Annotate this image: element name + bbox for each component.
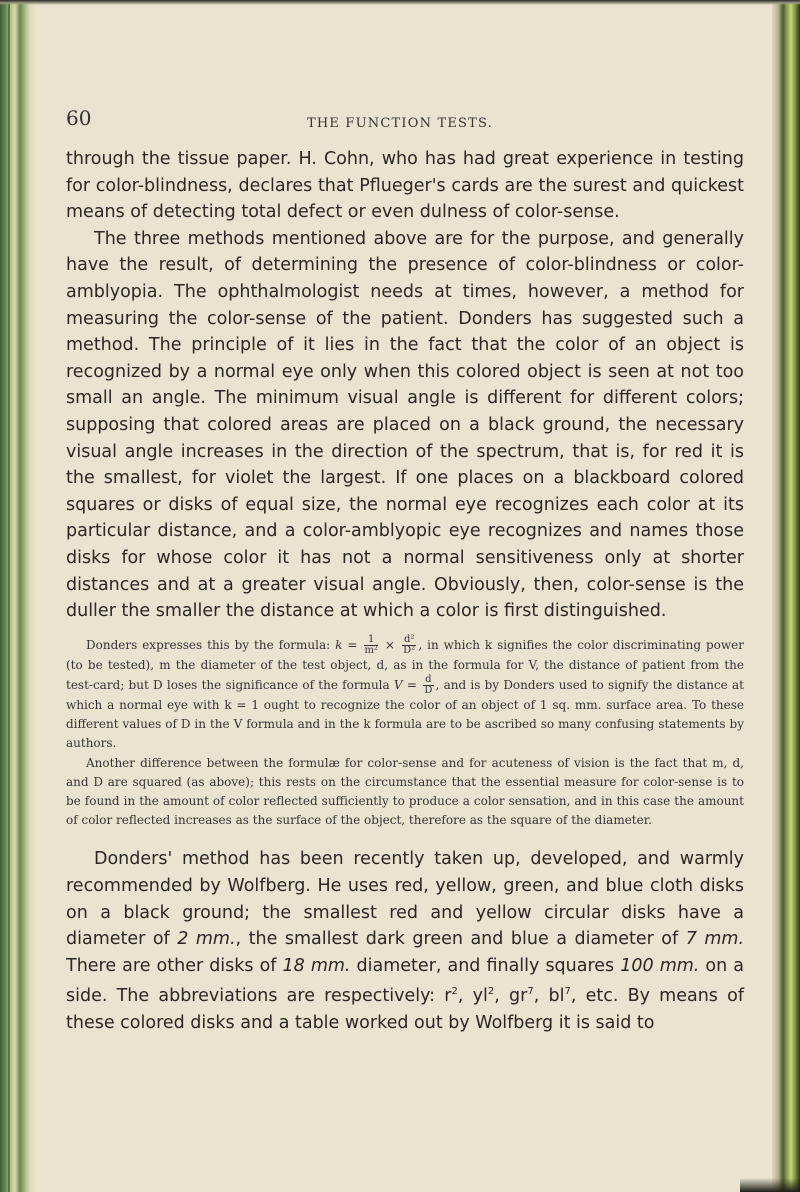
footnote-intro: Donders expresses this by the formula: (86, 637, 331, 652)
abbr-red: r (444, 986, 452, 1007)
measure-100mm: 100 mm. (620, 955, 700, 976)
separator: , (457, 986, 473, 1007)
fraction-1-numerator: 1 (364, 635, 378, 646)
abbr-green-sup: 7 (527, 986, 534, 998)
times-sign: × (384, 637, 395, 652)
paragraph-3 (66, 846, 744, 1036)
fraction-1-over-m2 (364, 635, 378, 656)
footnote-formula: Donders expresses this by the formula: k = $\frac{1}{\text{m²}}$ × $\frac{\text{d²}}{\text{D²}}$ , in which k signifies the color discriminating power (to be tested), m the diameter of the test object, d, as in the formula for V, the distance of patient from the test-card; but D loses the significance of the formula V = $\frac{d}{D}$ , and is by Donders used to signify the distance at which a normal eye with k = 1 ought to recognize the color of an object of 1 sq. mm. surface area. To these different values of D in the V formula and in the k formula are to be ascribed so many confusing statements by authors. (66, 633, 745, 751)
separator: , (533, 986, 549, 1007)
binding-stripe (8, 0, 10, 1192)
paragraph-3-text-4: diameter, and finally squares (350, 955, 621, 976)
footnote-explanation: , in which k signifies the color discriminating power (to be tested), m the diameter of the test object, d, as in the formula for V, the distance of patient from the test-card; but D loses the significance of the formula (66, 637, 745, 692)
fraction-d-over-D (423, 675, 433, 696)
fraction-2-denominator: D² (403, 644, 416, 656)
paragraph-3-text-5: on a side. The abbreviations are respectively: (66, 955, 744, 1007)
book-binding-edge (0, 0, 42, 1192)
page-body (66, 146, 744, 1036)
var-k: k (335, 637, 343, 652)
corner-shadow (740, 1178, 800, 1192)
fraction-2-numerator: d² (403, 633, 415, 645)
book-cover-edge (772, 0, 800, 1192)
separator: , (494, 986, 509, 1007)
var-V: V (393, 677, 403, 692)
abbr-green: gr (509, 986, 528, 1007)
abbr-yellow-sup: 2 (487, 986, 495, 998)
fraction-3-numerator: d (425, 673, 432, 685)
measure-7mm: 7 mm. (685, 929, 745, 950)
footnote-continuation: , and is by Donders used to signify the distance at which a normal eye with k = 1 ought to recognize the color of an object of 1 sq. mm. surface area. To these different values of D in the V formula and in the k formula are to be ascribed so many confusing statements by authors. (66, 677, 744, 751)
measure-2mm: 2 mm. (177, 929, 236, 950)
abbr-blue: bl (548, 986, 565, 1007)
paragraph-3-text-3: There are other disks of (66, 955, 283, 976)
measure-18mm: 18 mm. (282, 955, 351, 976)
fraction-3-denominator: D (424, 684, 433, 696)
footnote-second-paragraph: Another difference between the formulæ for color-sense and for acuteness of vision is the fact that m, d, and D are squared (as above); this rests on the circumstance that the essential measure for color-sense is to be found in the amount of color reflected sufficiently to produce a color sensation, and in this case the amount of color reflected increases as the surface of the object, therefore as the square of the diameter. (66, 755, 744, 828)
paragraph-1: through the tissue paper. H. Cohn, who has had great experience in testing for color-blindness, declares that Pflueger's cards are the surest and quickest means of detecting total defect or even dulness of color-sense. (66, 149, 744, 223)
fraction-d2-over-D2 (402, 635, 416, 656)
abbr-red-sup: 2 (451, 986, 458, 998)
page-top-edge (0, 0, 800, 5)
paragraph-3-text-2: , the smallest dark green and blue a diameter of (235, 929, 686, 950)
abbr-blue-sup: 7 (564, 986, 571, 998)
page-number: 60 (66, 106, 92, 130)
equals-sign: = (347, 637, 358, 652)
running-head: THE FUNCTION TESTS. (306, 116, 493, 131)
paragraph-3-text-1: Donders' method has been recently taken up, developed, and warmly recommended by Wolfberg. He uses red, yellow, green, and blue cloth disks on a black ground; the smallest red and yellow circular disks have a diameter of (66, 849, 744, 950)
paragraph-2: The three methods mentioned above are for the purpose, and generally have the result, of determining the presence of color-blindness or color-amblyopia. The ophthalmologist needs at times, however, a method for measuring the color-sense of the patient. Donders has suggested such a method. The principle of it lies in the fact that the color of an object is recognized by a normal eye only when this colored object is seen at not too small an angle. The minimum visual angle is different for different colors; supposing that colored areas are placed on a black ground, the necessary visual angle increases in the direction of the spectrum, that is, for red it is the smallest, for violet the largest. If one places on a blackboard colored squares or disks of equal size, the normal eye recognizes each color at its particular distance, and a color-amblyopic eye recognizes and names those disks for whose color it has not a normal sensitiveness only at shorter distances and at a greater visual angle. Obviously, then, color-sense is the duller the smaller the distance at which a color is first distinguished. (66, 228, 744, 622)
abbr-yellow: yl (472, 986, 488, 1007)
paragraph-3-text-6: , etc. By means of these colored disks and a table worked out by Wolfberg it is said to (66, 986, 744, 1033)
fraction-1-denominator: m² (364, 644, 378, 656)
